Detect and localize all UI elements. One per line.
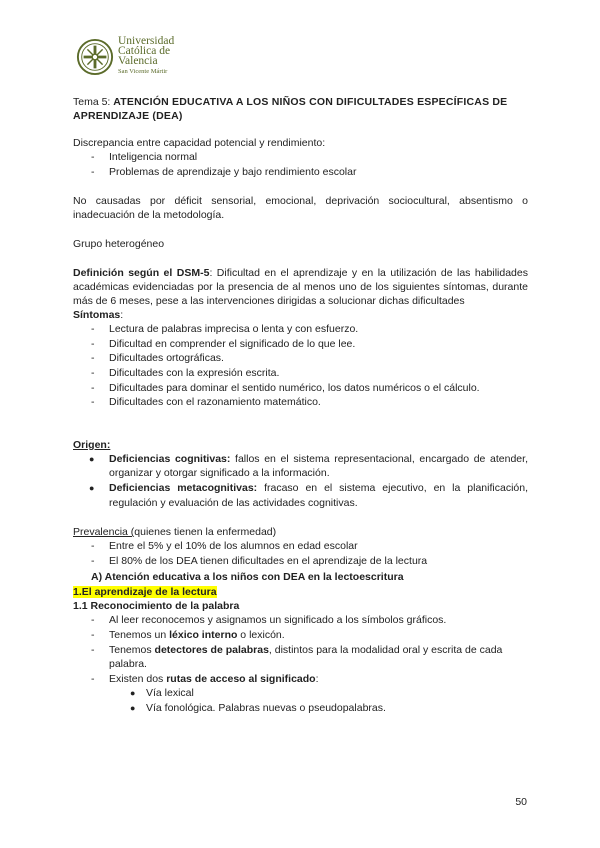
section-a-heading: A) Atención educativa a los niños con DEA en la lectoescritura — [91, 571, 404, 584]
grupo-paragraph: Grupo heterogéneo — [73, 238, 165, 251]
item-text: Tenemos — [109, 643, 155, 656]
origen-item-text: fallos en el sistema representacional, encargado de atender, organizar y otorgar significado a la información. — [109, 452, 528, 480]
logo-line-3: Valencia — [118, 55, 158, 67]
prevalencia-label: Prevalencia ( — [73, 526, 135, 539]
crest-icon — [76, 38, 114, 76]
title-prefix: Tema 5: — [73, 96, 114, 108]
item-bold: léxico interno — [169, 628, 238, 641]
discrepancia-list — [73, 150, 528, 179]
list-item: ● Vía lexical — [130, 686, 528, 701]
logo-text — [118, 36, 174, 77]
section-1-1-label: 1.1 Reconocimiento de la palabra — [73, 600, 240, 613]
definicion-label: Definición según el DSM-5 — [73, 267, 210, 280]
item-text: Tenemos un — [109, 628, 170, 641]
prevalencia-list — [73, 539, 528, 568]
sintomas-colon: : — [120, 309, 124, 322]
section-1-highlight: 1.El aprendizaje de la lectura — [73, 586, 217, 599]
item-text: , distintos para la modalidad oral y escrita de cada palabra. — [109, 643, 503, 671]
rutas-list — [73, 686, 528, 715]
list-item — [87, 452, 528, 481]
item-bold: detectores de palabras — [154, 643, 269, 656]
list-item: - Dificultad en comprender el significado de lo que lee. — [91, 337, 528, 352]
list-item: - Inteligencia normal — [91, 150, 528, 165]
logo-line-1: Universidad — [118, 35, 175, 47]
list-item: - Al leer reconocemos y asignamos un significado a los símbolos gráficos. — [91, 613, 528, 628]
list-item: - Dificultades con la expresión escrita. — [91, 366, 528, 381]
sintomas-heading — [73, 308, 528, 322]
list-item — [87, 481, 528, 510]
list-item: ● Vía fonológica. Palabras nuevas o pseudopalabras. — [130, 701, 528, 716]
list-item: - Dificultades para dominar el sentido numérico, los datos numéricos o el cálculo. — [91, 381, 528, 396]
list-item: - Entre el 5% y el 10% de los alumnos en edad escolar — [91, 539, 528, 554]
origen-item-text: fracaso en el sistema ejecutivo, en la planificación, regulación y evaluación de las actividades cognitivas. — [109, 481, 528, 509]
list-item — [91, 628, 528, 643]
page-title — [73, 95, 528, 123]
list-item — [91, 672, 528, 687]
definicion-text: : Dificultad en el aprendizaje y en la utilización de las habilidades académicas evidenciadas por la presencia de al menos uno de los siguientes síntomas, durante más de 6 meses, pese a las intervenciones dirigidas a solucionar dichas dificultades — [73, 267, 528, 308]
definicion-paragraph — [73, 266, 528, 308]
origen-label: Origen: — [73, 438, 111, 451]
logo-line-2: Católica de — [118, 45, 171, 57]
list-item — [91, 643, 528, 672]
section-1-1-heading — [73, 599, 528, 613]
item-text: o lexicón. — [237, 628, 285, 641]
item-bold: rutas de acceso al significado — [166, 672, 316, 685]
section-1-heading — [73, 585, 528, 599]
item-text: : — [315, 672, 319, 685]
list-item: - Problemas de aprendizaje y bajo rendimiento escolar — [91, 165, 528, 180]
sintomas-label: Síntomas — [73, 309, 121, 322]
list-item: - Dificultades ortográficas. — [91, 351, 528, 366]
prevalencia-rest: quienes tienen la enfermedad) — [134, 526, 277, 539]
prevalencia-heading — [73, 525, 528, 539]
list-item: - Lectura de palabras imprecisa o lenta y con esfuerzo. — [91, 322, 528, 337]
page-number: 50 — [515, 796, 527, 808]
list-item: - Dificultades con el razonamiento matemático. — [91, 395, 528, 410]
item-text: Existen dos — [109, 672, 167, 685]
title-bold: ATENCIÓN EDUCATIVA A LOS NIÑOS CON DIFICULTADES ESPECÍFICAS DE APRENDIZAJE (DEA) — [73, 96, 508, 122]
no-causadas-paragraph: No causadas por déficit sensorial, emocional, deprivación sociocultural, absentismo o inadecuación de la metodología. — [73, 195, 528, 222]
origen-item-bold: Deficiencias cognitivas: — [109, 452, 231, 465]
document-body — [73, 95, 528, 715]
reconocimiento-list — [73, 613, 528, 686]
origen-heading — [73, 438, 528, 452]
logo-line-4: San Vicente Mártir — [118, 68, 168, 75]
sintomas-list — [73, 322, 528, 410]
list-item: - El 80% de los DEA tienen dificultades en el aprendizaje de la lectura — [91, 554, 528, 569]
university-logo — [76, 36, 174, 77]
origen-list — [73, 452, 528, 510]
discrepancia-intro: Discrepancia entre capacidad potencial y rendimiento: — [73, 137, 326, 149]
origen-item-bold: Deficiencias metacognitivas: — [109, 481, 258, 494]
